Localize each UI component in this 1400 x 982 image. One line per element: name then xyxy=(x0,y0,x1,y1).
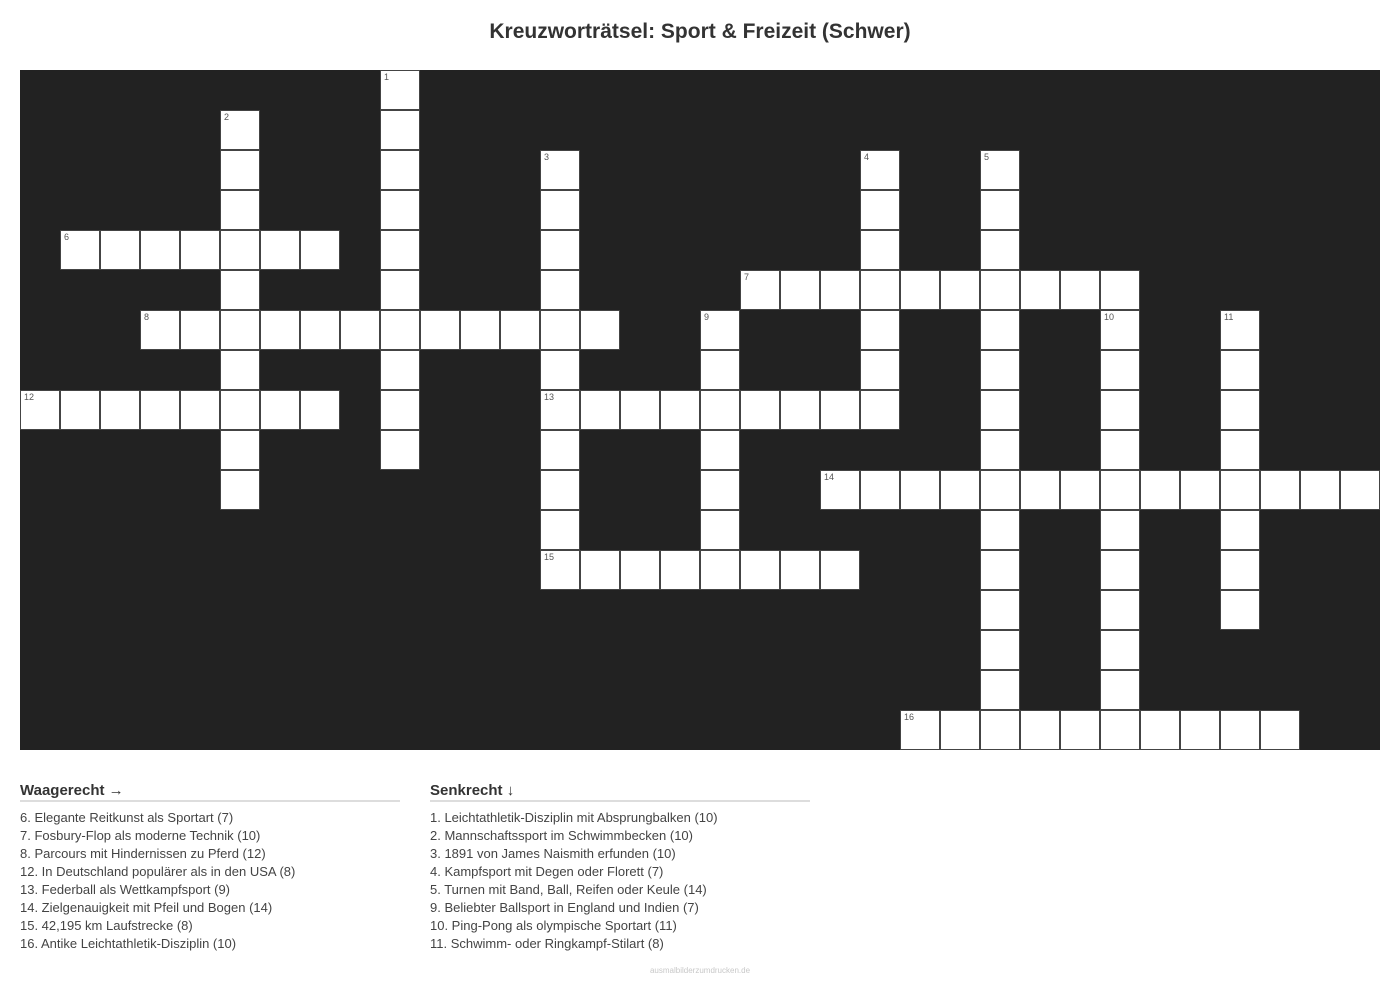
grid-cell[interactable] xyxy=(260,230,300,270)
grid-cell[interactable] xyxy=(980,350,1020,390)
grid-cell[interactable] xyxy=(380,150,420,190)
grid-cell[interactable] xyxy=(820,470,860,510)
grid-cell[interactable] xyxy=(860,270,900,310)
grid-cell[interactable] xyxy=(140,310,180,350)
grid-cell[interactable] xyxy=(980,550,1020,590)
grid-cell[interactable] xyxy=(1100,310,1140,350)
down-clue-list xyxy=(430,809,810,953)
down-clue: 5. Turnen mit Band, Ball, Reifen oder Keule (14) xyxy=(430,882,707,897)
grid-cell[interactable] xyxy=(220,390,260,430)
across-clue: 13. Federball als Wettkampfsport (9) xyxy=(20,882,231,897)
grid-cell[interactable] xyxy=(860,350,900,390)
grid-cell[interactable] xyxy=(860,390,900,430)
grid-cell[interactable] xyxy=(540,390,580,430)
grid-cell[interactable] xyxy=(1260,710,1300,750)
grid-cell[interactable] xyxy=(380,70,420,110)
down-clue: 3. 1891 von James Naismith erfunden (10) xyxy=(430,846,676,861)
grid-cell[interactable] xyxy=(300,310,340,350)
grid-cell[interactable] xyxy=(1220,550,1260,590)
grid-cell[interactable] xyxy=(980,670,1020,710)
grid-cell[interactable] xyxy=(220,150,260,190)
clue-number: 14 xyxy=(824,472,835,482)
grid-cell[interactable] xyxy=(1340,470,1380,510)
clue-number: 5 xyxy=(984,152,990,162)
clue-number: 1 xyxy=(384,72,390,82)
clue-number: 12 xyxy=(24,392,35,402)
down-clue: 1. Leichtathletik-Disziplin mit Absprungbalken (10) xyxy=(430,810,718,825)
grid-cell[interactable] xyxy=(1220,470,1260,510)
grid-cell[interactable] xyxy=(540,350,580,390)
grid-cell[interactable] xyxy=(980,630,1020,670)
grid-cell[interactable] xyxy=(540,470,580,510)
grid-cell[interactable] xyxy=(540,310,580,350)
grid-cell[interactable] xyxy=(580,390,620,430)
grid-cell[interactable] xyxy=(1060,710,1100,750)
grid-cell[interactable] xyxy=(980,230,1020,270)
clue-number: 3 xyxy=(544,152,550,162)
across-clue: 6. Elegante Reitkunst als Sportart (7) xyxy=(20,810,234,825)
grid-cell[interactable] xyxy=(220,110,260,150)
grid-cell[interactable] xyxy=(860,190,900,230)
grid-cell[interactable] xyxy=(180,390,220,430)
grid-cell[interactable] xyxy=(780,550,820,590)
grid-cell[interactable] xyxy=(260,390,300,430)
grid-cell[interactable] xyxy=(620,550,660,590)
grid-cell[interactable] xyxy=(780,390,820,430)
grid-cell[interactable] xyxy=(1100,510,1140,550)
grid-cell[interactable] xyxy=(1220,510,1260,550)
grid-cell[interactable] xyxy=(1260,470,1300,510)
grid-cell[interactable] xyxy=(980,710,1020,750)
across-clue: 8. Parcours mit Hindernissen zu Pferd (12) xyxy=(20,846,266,861)
grid-cell[interactable] xyxy=(980,270,1020,310)
grid-cell[interactable] xyxy=(380,350,420,390)
grid-cell[interactable] xyxy=(220,470,260,510)
grid-cell[interactable] xyxy=(940,270,980,310)
grid-cell[interactable] xyxy=(860,310,900,350)
grid-cell[interactable] xyxy=(1220,310,1260,350)
grid-cell[interactable] xyxy=(300,390,340,430)
grid-cell[interactable] xyxy=(140,390,180,430)
grid-cell[interactable] xyxy=(1020,470,1060,510)
grid-cell[interactable] xyxy=(220,350,260,390)
grid-cell[interactable] xyxy=(380,190,420,230)
grid-cell[interactable] xyxy=(1100,270,1140,310)
grid-cell[interactable] xyxy=(700,310,740,350)
grid-cell[interactable] xyxy=(220,430,260,470)
grid-cell[interactable] xyxy=(60,390,100,430)
grid-cell[interactable] xyxy=(460,310,500,350)
down-heading: Senkrecht ↓ xyxy=(430,782,810,802)
grid-cell[interactable] xyxy=(1100,470,1140,510)
footer-credit: ausmalbilderzumdrucken.de xyxy=(649,966,751,975)
grid-cell[interactable] xyxy=(900,710,940,750)
grid-cell[interactable] xyxy=(500,310,540,350)
across-clues-section xyxy=(20,782,400,953)
grid-cell[interactable] xyxy=(1180,710,1220,750)
page-title: Kreuzworträtsel: Sport & Freizeit (Schwer) xyxy=(489,20,911,43)
grid-cell[interactable] xyxy=(1100,670,1140,710)
grid-cell[interactable] xyxy=(860,150,900,190)
grid-cell[interactable] xyxy=(20,390,60,430)
grid-cell[interactable] xyxy=(820,390,860,430)
grid-cell[interactable] xyxy=(1220,590,1260,630)
grid-cell[interactable] xyxy=(540,550,580,590)
grid-cell[interactable] xyxy=(1100,350,1140,390)
grid-cell[interactable] xyxy=(1220,350,1260,390)
grid-cell[interactable] xyxy=(580,550,620,590)
down-clue: 4. Kampfsport mit Degen oder Florett (7) xyxy=(430,864,664,879)
clue-number: 4 xyxy=(864,152,870,162)
grid-cell[interactable] xyxy=(220,230,260,270)
grid-cell[interactable] xyxy=(380,310,420,350)
clue-number: 15 xyxy=(544,552,555,562)
clue-number: 11 xyxy=(1224,312,1234,322)
grid-cell[interactable] xyxy=(100,230,140,270)
grid-cell[interactable] xyxy=(1100,630,1140,670)
grid-cell[interactable] xyxy=(980,390,1020,430)
grid-cell[interactable] xyxy=(1220,710,1260,750)
clue-number: 10 xyxy=(1104,312,1115,322)
across-clue: 16. Antike Leichtathletik-Disziplin (10) xyxy=(20,936,237,951)
grid-cell[interactable] xyxy=(60,230,100,270)
across-clue-list xyxy=(20,809,400,953)
grid-cell[interactable] xyxy=(820,270,860,310)
grid-cell[interactable] xyxy=(260,310,300,350)
grid-cell[interactable] xyxy=(700,390,740,430)
grid-cell[interactable] xyxy=(940,470,980,510)
grid-cell[interactable] xyxy=(220,270,260,310)
grid-cell[interactable] xyxy=(380,430,420,470)
grid-cell[interactable] xyxy=(380,390,420,430)
grid-cell[interactable] xyxy=(900,470,940,510)
grid-cell[interactable] xyxy=(1100,430,1140,470)
grid-cell[interactable] xyxy=(380,110,420,150)
across-clue: 12. In Deutschland populärer als in den USA (8) xyxy=(20,864,296,879)
grid-cell[interactable] xyxy=(940,710,980,750)
grid-cell[interactable] xyxy=(420,310,460,350)
grid-cell[interactable] xyxy=(540,150,580,190)
clue-number: 6 xyxy=(64,232,70,242)
grid-cell[interactable] xyxy=(740,550,780,590)
clue-number: 7 xyxy=(744,272,750,282)
grid-cell[interactable] xyxy=(980,190,1020,230)
grid-cell[interactable] xyxy=(100,390,140,430)
grid-cell[interactable] xyxy=(540,430,580,470)
grid-cell[interactable] xyxy=(740,390,780,430)
grid-cell[interactable] xyxy=(1300,470,1340,510)
grid-cell[interactable] xyxy=(1220,390,1260,430)
grid-cell[interactable] xyxy=(980,430,1020,470)
grid-cell[interactable] xyxy=(580,310,620,350)
grid-cell[interactable] xyxy=(1180,470,1220,510)
down-clue: 11. Schwimm- oder Ringkampf-Stilart (8) xyxy=(430,936,664,951)
down-clues-section xyxy=(430,782,810,953)
grid-cell[interactable] xyxy=(980,310,1020,350)
clue-number: 16 xyxy=(904,712,915,722)
grid-cell[interactable] xyxy=(1140,710,1180,750)
grid-cell[interactable] xyxy=(1100,590,1140,630)
grid-cell[interactable] xyxy=(1220,430,1260,470)
clue-number: 13 xyxy=(544,392,555,402)
grid-cell[interactable] xyxy=(660,390,700,430)
grid-cell[interactable] xyxy=(900,270,940,310)
grid-cell[interactable] xyxy=(700,510,740,550)
grid-cell[interactable] xyxy=(980,510,1020,550)
grid-cell[interactable] xyxy=(1020,710,1060,750)
grid-cell[interactable] xyxy=(180,310,220,350)
grid-cell[interactable] xyxy=(660,550,700,590)
grid-cell[interactable] xyxy=(300,230,340,270)
grid-cell[interactable] xyxy=(700,430,740,470)
grid-cell[interactable] xyxy=(1060,270,1100,310)
grid-cell[interactable] xyxy=(340,310,380,350)
grid-cell[interactable] xyxy=(220,190,260,230)
grid-cell[interactable] xyxy=(620,390,660,430)
grid-cell[interactable] xyxy=(1060,470,1100,510)
grid-cell[interactable] xyxy=(540,190,580,230)
grid-cell[interactable] xyxy=(780,270,820,310)
grid-cell[interactable] xyxy=(380,270,420,310)
down-clue: 2. Mannschaftssport im Schwimmbecken (10) xyxy=(430,828,693,843)
grid-cell[interactable] xyxy=(980,470,1020,510)
grid-cell[interactable] xyxy=(140,230,180,270)
clue-number: 9 xyxy=(704,312,710,322)
grid-cell[interactable] xyxy=(860,470,900,510)
down-clue: 10. Ping-Pong als olympische Sportart (11) xyxy=(430,918,677,933)
grid-cell[interactable] xyxy=(540,230,580,270)
clue-number: 2 xyxy=(224,112,230,122)
grid-cell[interactable] xyxy=(820,550,860,590)
grid-cell[interactable] xyxy=(540,510,580,550)
grid-cell[interactable] xyxy=(1100,550,1140,590)
grid-cell[interactable] xyxy=(980,150,1020,190)
grid-cell[interactable] xyxy=(1140,470,1180,510)
grid-cell[interactable] xyxy=(180,230,220,270)
grid-cell[interactable] xyxy=(980,590,1020,630)
grid-cell[interactable] xyxy=(860,230,900,270)
grid-cell[interactable] xyxy=(1100,710,1140,750)
grid-cell[interactable] xyxy=(700,470,740,510)
grid-cell[interactable] xyxy=(1020,270,1060,310)
crossword-grid xyxy=(20,70,1380,750)
grid-cell[interactable] xyxy=(380,230,420,270)
across-heading: Waagerecht → xyxy=(20,782,400,802)
across-clue: 7. Fosbury-Flop als moderne Technik (10) xyxy=(20,828,261,843)
grid-cell[interactable] xyxy=(700,350,740,390)
grid-cell[interactable] xyxy=(740,270,780,310)
across-clue: 15. 42,195 km Laufstrecke (8) xyxy=(20,918,193,933)
grid-cell[interactable] xyxy=(700,550,740,590)
grid-cell[interactable] xyxy=(220,310,260,350)
down-clue: 9. Beliebter Ballsport in England und Indien (7) xyxy=(430,900,699,915)
grid-cell[interactable] xyxy=(540,270,580,310)
clue-number: 8 xyxy=(144,312,150,322)
grid-cell[interactable] xyxy=(1100,390,1140,430)
across-clue: 14. Zielgenauigkeit mit Pfeil und Bogen (14) xyxy=(20,900,273,915)
